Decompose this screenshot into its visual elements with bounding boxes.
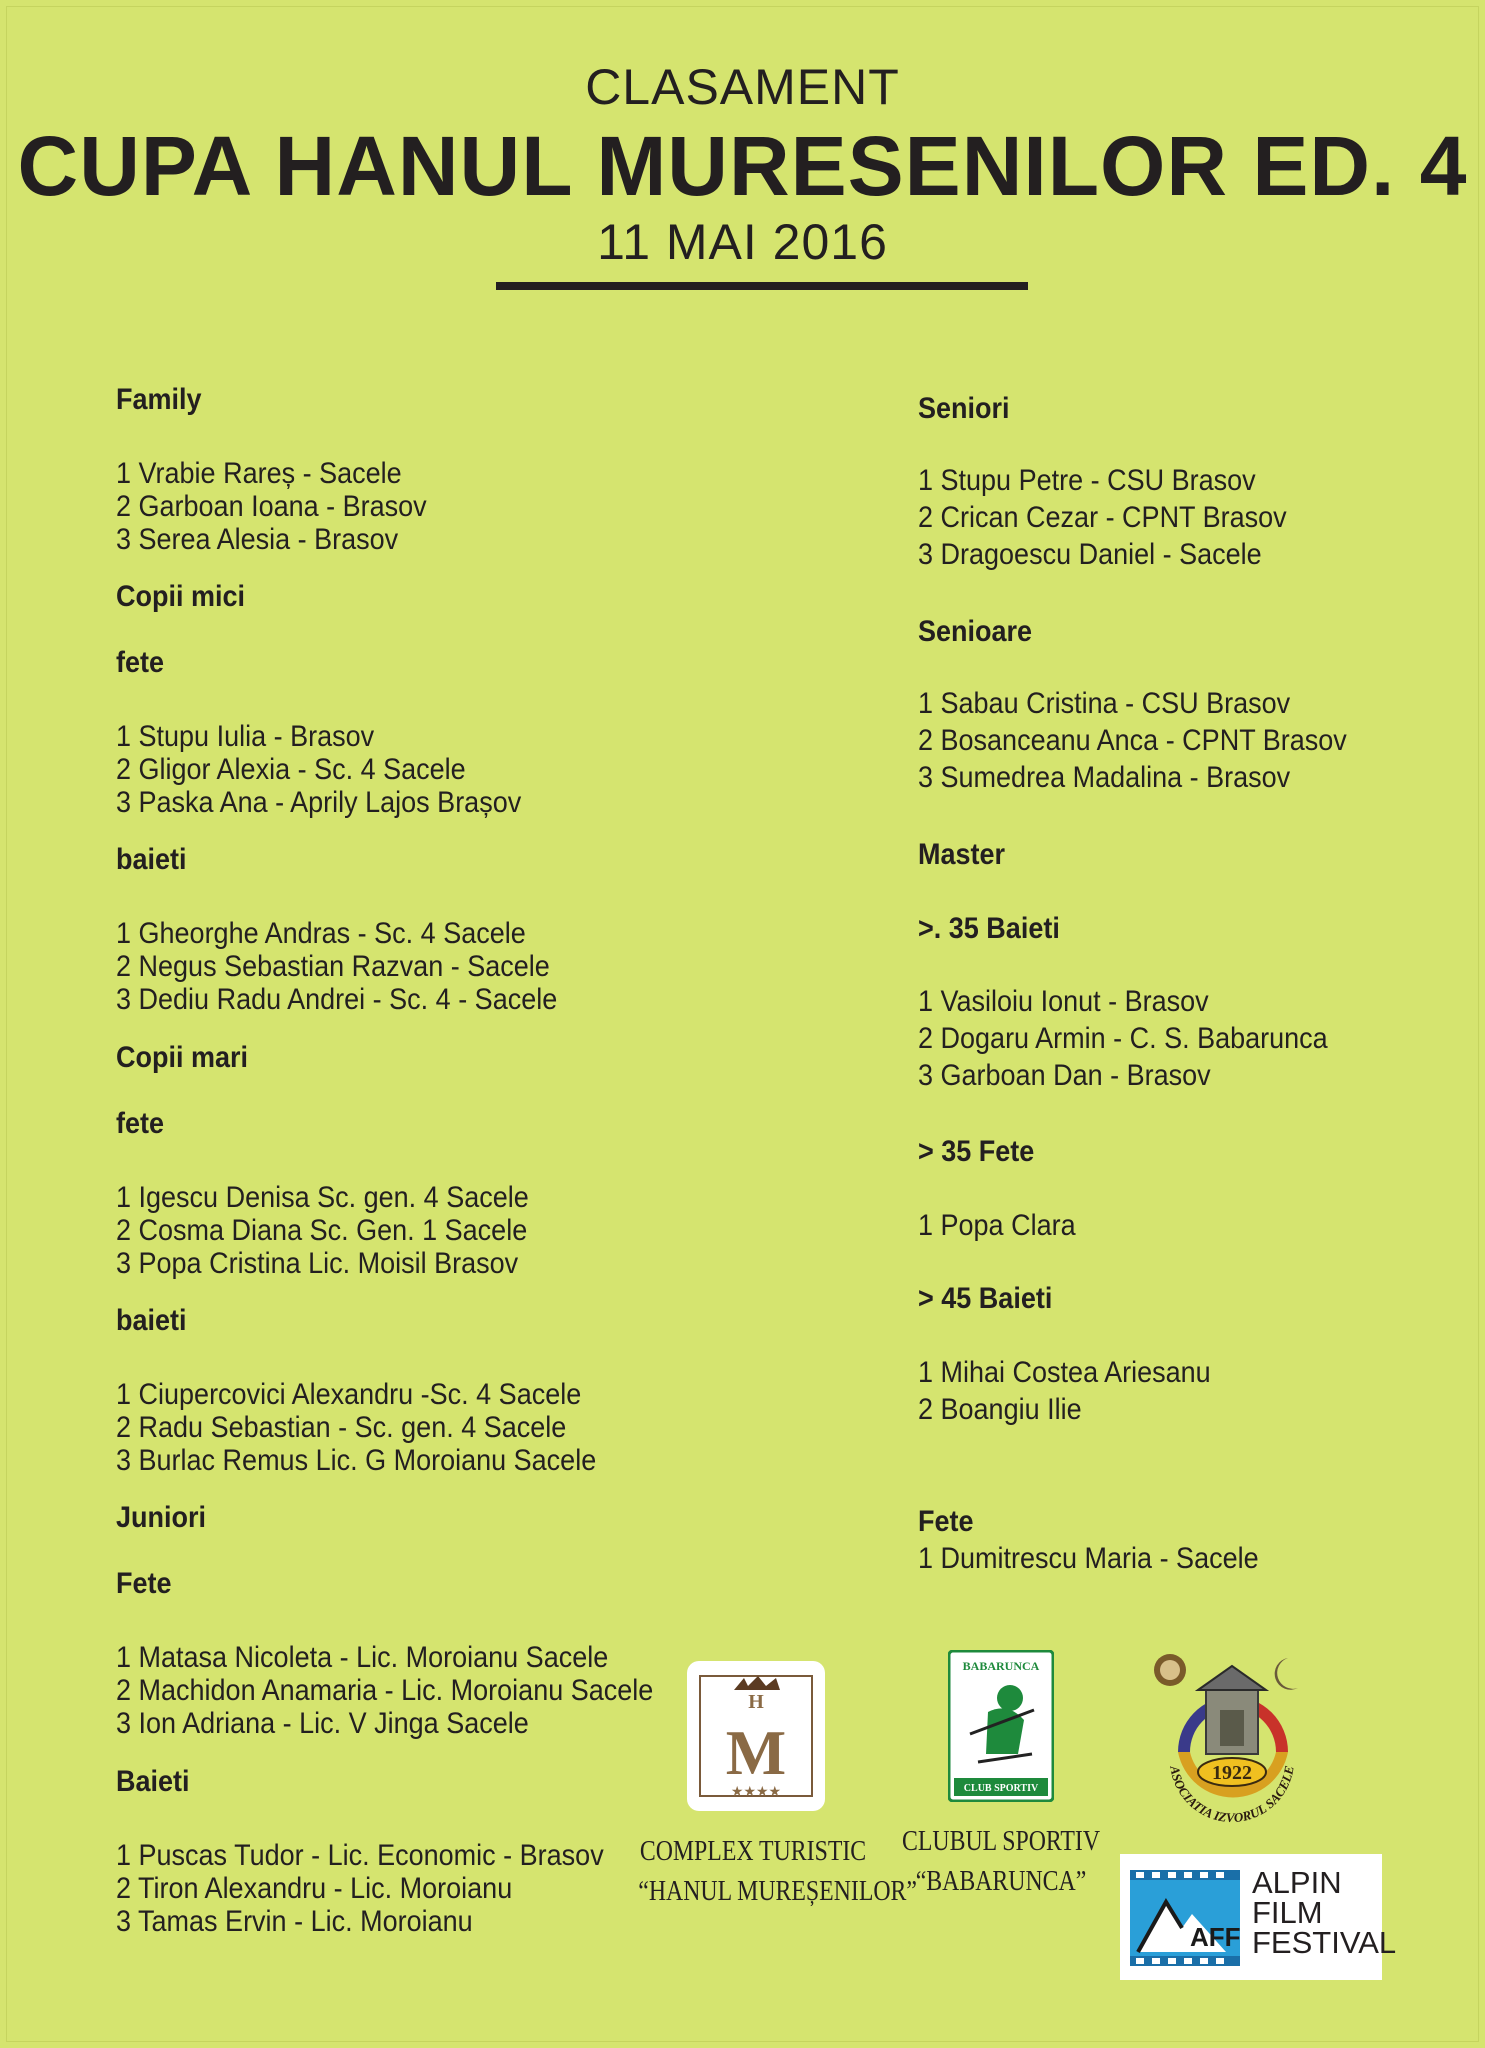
result-entry: 3 Garboan Dan - Brasov [918,1059,1211,1092]
juniori-fete-results [116,1641,653,1740]
alpin-line: FILM [1252,1895,1323,1930]
copii-mari-baieti-results [116,1378,596,1477]
svg-text:ASOCIATIA IZVORUL SACELE: ASOCIATIA IZVORUL SACELE [1167,1764,1297,1826]
result-entry: 2 Boangiu Ilie [918,1393,1082,1426]
result-entry: 2 Machidon Anamaria - Lic. Moroianu Sacele [116,1674,654,1707]
subcategory-45-baieti: > 45 Baieti [918,1282,1053,1315]
sponsor-caption-line: “HANUL MUREȘENILOR” [638,1876,917,1907]
sponsor-caption-line: “BABARUNCA” [915,1866,1087,1897]
babarunca-caption [886,1822,1116,1902]
category-copii-mari: Copii mari [116,1041,249,1074]
sponsor-caption-line: COMPLEX TURISTIC [639,1836,867,1867]
result-entry: 1 Gheorghe Andras - Sc. 4 Sacele [116,917,526,950]
result-entry: 3 Sumedrea Madalina - Brasov [918,761,1291,794]
result-entry: 3 Popa Cristina Lic. Moisil Brasov [116,1247,519,1280]
copii-mari-fete-results [116,1181,529,1280]
mountain-film-icon [1130,1862,1250,1972]
result-entry: 1 Stupu Petre - CSU Brasov [918,464,1256,497]
seniori-results [918,464,1287,575]
svg-text:★★★★: ★★★★ [730,1784,782,1800]
result-entry: 1 Puscas Tudor - Lic. Economic - Brasov [116,1839,604,1872]
hanul-muresenilor-logo [686,1660,826,1812]
result-entry: 1 Popa Clara [918,1209,1076,1242]
result-entry: 1 Matasa Nicoleta - Lic. Moroianu Sacele [116,1641,609,1674]
category-fete: Fete [918,1505,974,1538]
category-copii-mici: Copii mici [116,580,246,613]
result-entry: 3 Burlac Remus Lic. G Moroianu Sacele [116,1444,597,1477]
subcategory-35-fete: > 35 Fete [918,1135,1035,1168]
category-juniori: Juniori [116,1501,207,1534]
category-seniori: Seniori [918,392,1010,425]
svg-text:BABARUNCA: BABARUNCA [962,1659,1040,1673]
alpin-line: ALPIN [1252,1865,1342,1900]
page-title: CUPA HANUL MURESENILOR ED. 4 [17,119,1468,213]
subcategory-35-baieti: >. 35 Baieti [918,912,1060,945]
babarunca-logo [948,1650,1054,1802]
result-entry: 2 Tiron Alexandru - Lic. Moroianu [116,1872,513,1905]
master-45-baieti-results [918,1356,1211,1430]
subcategory-fete: fete [116,646,165,679]
result-entry: 2 Garboan Ioana - Brasov [116,490,427,523]
result-entry: 1 Ciupercovici Alexandru -Sc. 4 Sacele [116,1378,582,1411]
header-supertitle: CLASAMENT [585,59,900,115]
family-results [116,457,427,556]
result-entry: 1 Vrabie Rareș - Sacele [116,457,402,490]
result-entry: 1 Vasiloiu Ionut - Brasov [918,985,1209,1018]
alpin-line: FESTIVAL [1252,1925,1397,1960]
association-seal-icon [1148,1648,1316,1830]
result-entry: 2 Gligor Alexia - Sc. 4 Sacele [116,753,466,786]
svg-text:1922: 1922 [1212,1762,1252,1784]
result-entry: 1 Dumitrescu Maria - Sacele [918,1542,1259,1575]
result-entry: 2 Radu Sebastian - Sc. gen. 4 Sacele [116,1411,567,1444]
svg-text:AFF: AFF [1190,1922,1241,1952]
result-entry: 3 Dediu Radu Andrei - Sc. 4 - Sacele [116,983,558,1016]
hotel-m-logo-icon [686,1660,826,1812]
result-entry: 1 Stupu Iulia - Brasov [116,720,375,753]
witch-skier-logo-icon [948,1650,1054,1802]
subcategory-fete: Fete [116,1567,172,1600]
alpin-film-festival-logo [1120,1854,1397,1980]
alpin-festival-name [1252,1865,1397,1960]
svg-text:M: M [725,1717,787,1788]
result-entry: 3 Dragoescu Daniel - Sacele [918,538,1262,571]
result-entry: 3 Tamas Ervin - Lic. Moroianu [116,1905,473,1938]
subcategory-baieti: baieti [116,843,187,876]
result-entry: 2 Bosanceanu Anca - CPNT Brasov [918,724,1347,757]
sponsor-caption-line: CLUBUL SPORTIV [901,1826,1101,1857]
result-entry: 1 Igescu Denisa Sc. gen. 4 Sacele [116,1181,529,1214]
result-entry: 2 Negus Sebastian Razvan - Sacele [116,950,550,983]
master-35-baieti-results [918,985,1328,1096]
juniori-baieti-results [116,1839,604,1938]
result-entry: 1 Sabau Cristina - CSU Brasov [918,687,1291,720]
event-date: 11 MAI 2016 [597,214,888,270]
master-35-fete-results [918,1209,1076,1242]
result-entry: 2 Dogaru Armin - C. S. Babarunca [918,1022,1328,1055]
category-family: Family [116,383,202,416]
result-entry: 3 Ion Adriana - Lic. V Jinga Sacele [116,1707,529,1740]
result-entry: 2 Crican Cezar - CPNT Brasov [918,501,1287,534]
result-entry: 2 Cosma Diana Sc. Gen. 1 Sacele [116,1214,528,1247]
result-entry: 3 Serea Alesia - Brasov [116,523,399,556]
hanul-muresenilor-caption [638,1832,917,1912]
svg-text:CLUB SPORTIV: CLUB SPORTIV [963,1783,1039,1794]
subcategory-baieti: Baieti [116,1765,190,1798]
subcategory-baieti: baieti [116,1304,187,1337]
izvorul-sacele-logo [1148,1648,1316,1830]
category-senioare: Senioare [918,615,1033,648]
subcategory-fete: fete [116,1107,165,1140]
senioare-results [918,687,1347,798]
result-entry: 1 Mihai Costea Ariesanu [918,1356,1211,1389]
category-master: Master [918,838,1006,871]
copii-mici-baieti-results [116,917,557,1016]
result-entry: 3 Paska Ana - Aprily Lajos Brașov [116,786,522,819]
svg-text:H: H [748,1691,764,1713]
copii-mici-fete-results [116,720,521,819]
fete-results [918,1542,1259,1575]
header-divider [496,282,1028,290]
